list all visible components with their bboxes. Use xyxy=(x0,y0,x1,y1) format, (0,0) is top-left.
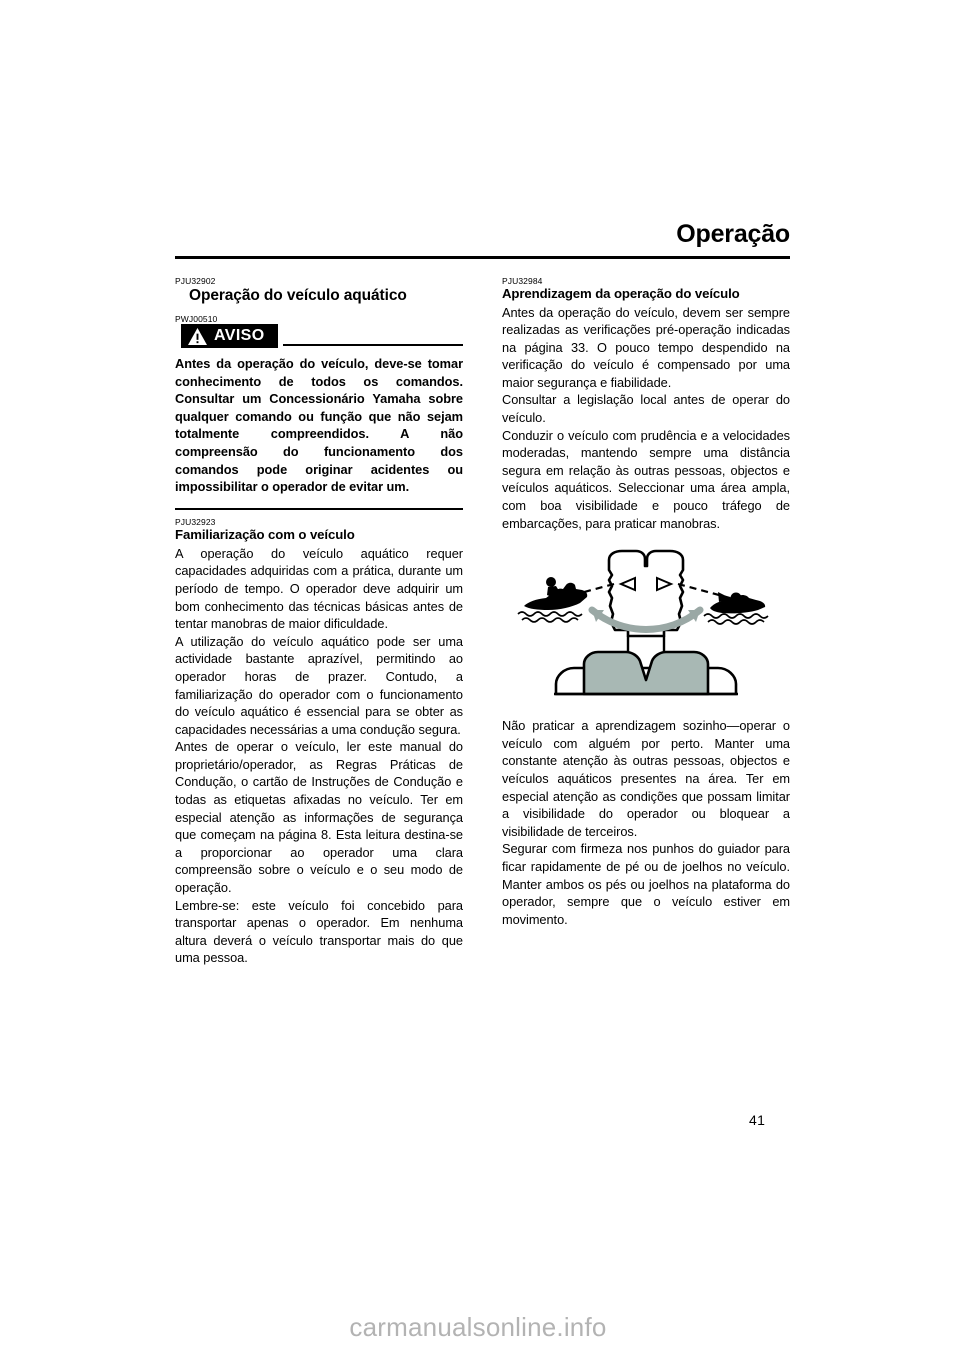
watermark-text: carmanualsonline.info xyxy=(349,1312,607,1342)
section-heading: Operação do veículo aquático xyxy=(189,287,407,304)
page-number: 41 xyxy=(749,1112,766,1128)
warning-alert-block xyxy=(175,314,463,496)
paragraph: Segurar com firmeza nos punhos do guiador para ficar rapidamente de pé ou de joelhos no veículo. Manter ambos os pés ou joelhos na plataforma do operador, sempre que o veículo estiver em movimento. xyxy=(502,841,790,927)
section-divider xyxy=(175,508,463,511)
alert-header-row xyxy=(175,324,463,350)
running-head xyxy=(175,222,790,247)
warning-triangle-icon xyxy=(187,327,208,346)
paragraph: A utilização do veículo aquático pode ser uma actividade bastante aprazível, permitindo ao operador horas de prazer. Contudo, a familiarização do operador com o funcionamento do veículo aquático é essencial para se obter as capacidades necessárias a uma condução segura. xyxy=(175,633,463,737)
subsection-heading: Familiarização com o veículo xyxy=(175,527,355,543)
two-column-body xyxy=(175,276,790,1076)
aviso-badge xyxy=(181,324,278,348)
watermark xyxy=(0,1312,960,1343)
subsection-ref-code: PJU32923 xyxy=(175,517,216,528)
paragraph: Conduzir o veículo com prudência e a velocidades moderadas, mantendo sempre uma distância segura em relação às outras pessoas, objectos e veículos aquáticos. Seleccionar uma área ampla, com boa visibilidade e pouco tráfego de embarcações, para praticar manobras. xyxy=(502,427,790,531)
illustration-svg xyxy=(514,548,778,703)
water-lines-right xyxy=(704,614,768,624)
section-ref-code: PJU32902 xyxy=(175,276,216,286)
right-column xyxy=(502,276,790,928)
paragraph: Consultar a legislação local antes de operar do veículo. xyxy=(502,392,790,426)
alert-ref-code: PWJ00510 xyxy=(175,314,218,324)
warning-text: Antes da operação do veículo, deve-se tomar conhecimento de todos os comandos. Consultar um Concessionário Yamaha sobre qualquer comando ou função que não sejam totalmente compreendidos. A não compreensão do funcionamento dos comandos pode originar acidentes ou impossibilitar o operador de evitar um. xyxy=(175,356,463,495)
header-rule xyxy=(175,256,790,259)
aviso-badge-label: AVISO xyxy=(214,327,265,344)
water-lines-left xyxy=(518,612,582,622)
life-vest-shape xyxy=(554,652,738,694)
page-title: Operação xyxy=(676,220,790,248)
paragraph: Não praticar a aprendizagem sozinho—operar o veículo com alguém por perto. Manter uma constante atenção às outras pessoas, objectos e veículos aquáticos presentes na área. Ter em especial atenção as condições que possam limitar a visibilidade do operador ou bloquear a visibilidade de terceiros. xyxy=(502,718,790,839)
paragraph: Lembre-se: este veículo foi concebido para transportar apenas o operador. Em nenhuma altura deverá o veículo transportar mais do que uma pessoa. xyxy=(175,897,463,966)
paragraph: A operação do veículo aquático requer capacidades adquiridas com a prática, durante um período de tempo. O operador deve adquirir um bom conhecimento das técnicas básicas antes de tentar manobras de maior dificuldade. xyxy=(175,545,463,632)
left-column xyxy=(175,276,463,967)
paragraph: Antes da operação do veículo, devem ser sempre realizadas as verificações pré-operação indicadas na página 33. O pouco tempo despendido na verificação do veículo é compensado por uma maior segurança e fiabilidade. xyxy=(502,304,790,390)
section-heading: Aprendizagem da operação do veículo xyxy=(502,286,740,301)
section-ref-code: PJU32984 xyxy=(502,276,543,286)
alert-rule xyxy=(283,344,463,346)
rider-lookout-illustration xyxy=(502,548,790,703)
paragraph: Antes de operar o veículo, ler este manual do proprietário/operador, as Regras Práticas de Condução, o cartão de Instruções de Condução e todas as etiquetas afixadas no veículo. Ter em especial atenção as informações de segurança que começam na página 8. Esta leitura destina-se a proporcionar ao operador uma clara compreensão sobre o veículo e o seu modo de operação. xyxy=(175,739,463,896)
